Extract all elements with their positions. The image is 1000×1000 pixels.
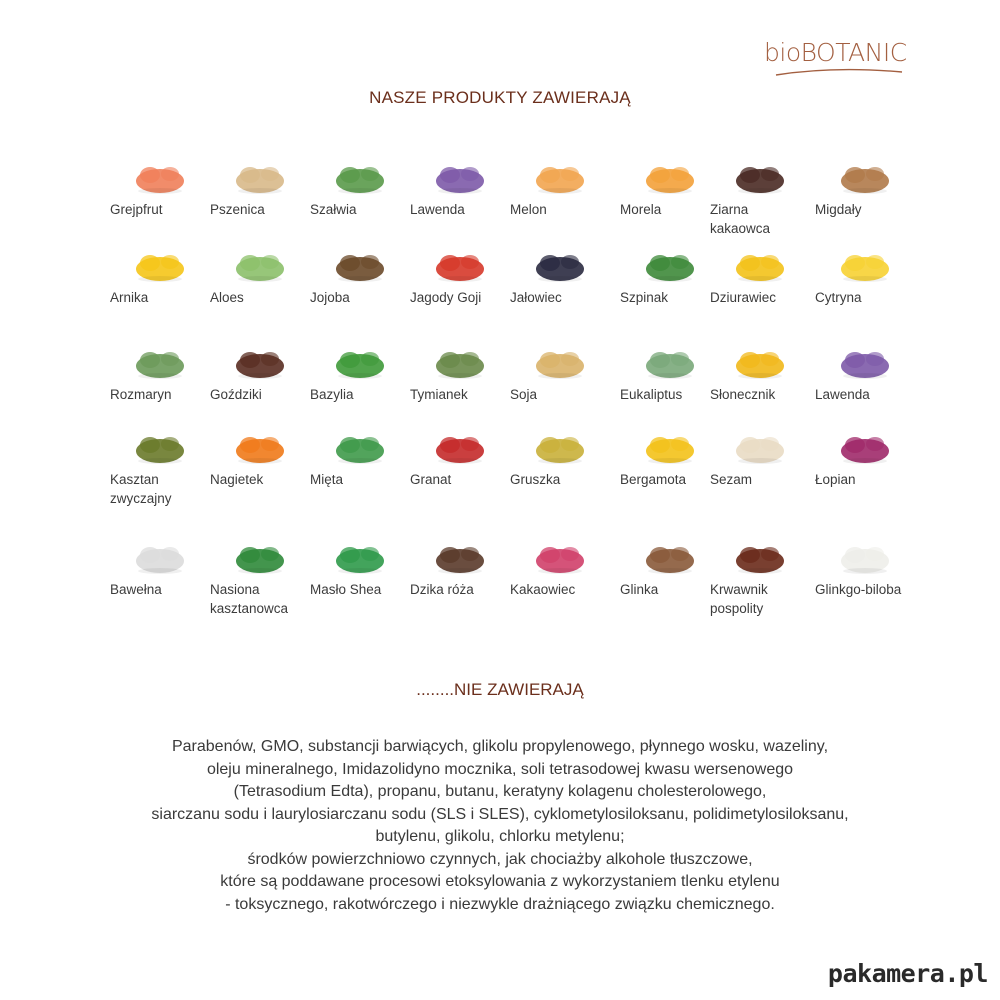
excludes-line: oleju mineralnego, Imidazolidyno mocznika, soli tetrasodowej kwasu wersenowego	[206, 760, 794, 778]
ingredient-item	[210, 420, 310, 510]
ingredient-item	[620, 238, 720, 328]
eucalyptus-icon	[620, 335, 720, 387]
ingredient-item	[710, 420, 810, 510]
ingredient-item	[510, 530, 610, 620]
ingredient-label: Dzika róża	[410, 582, 474, 597]
almond-icon	[815, 150, 915, 202]
wheat-icon	[210, 150, 310, 202]
excludes-line: - toksycznego, rakotwórczego i niezwykle drażniącego związku chemicznego.	[225, 895, 775, 913]
ingredient-label: Bazylia	[310, 387, 354, 402]
ingredient-label: Tymianek	[410, 387, 468, 402]
ingredient-item	[510, 335, 610, 425]
ingredient-label: Glinka	[620, 582, 659, 597]
ingredient-item	[110, 238, 210, 328]
shea-butter-icon	[310, 530, 410, 582]
thyme-icon	[410, 335, 510, 387]
ingredient-item	[410, 335, 510, 425]
ingredient-item	[620, 335, 720, 425]
ingredient-label: Soja	[510, 387, 538, 402]
excludes-line: (Tetrasodium Edta), propanu, butanu, keratyny kolagenu cholesterolowego,	[233, 783, 767, 800]
ingredient-item	[620, 150, 720, 240]
ingredient-label: Dziurawiec	[710, 290, 777, 305]
ingredient-label: Sezam	[710, 472, 753, 487]
contains-title: NASZE PRODUKTY ZAWIERAJĄ	[369, 88, 631, 107]
ingredient-item	[110, 150, 210, 240]
ingredient-item	[110, 335, 210, 425]
goji-icon	[410, 238, 510, 290]
pomegranate-icon	[410, 420, 510, 472]
cocoa-bean-icon	[710, 150, 810, 202]
watermark: pakamera.pl	[827, 959, 988, 988]
ingredient-label: Szałwia	[310, 202, 357, 217]
clove-icon	[210, 335, 310, 387]
excludes-line: które są poddawane procesowi etoksylowania z wykorzystaniem tlenku etylenu	[220, 873, 780, 890]
ingredient-item	[710, 150, 810, 240]
lavender-icon	[815, 335, 915, 387]
ingredient-item	[710, 335, 810, 425]
ingredient-label: Ziarna kakaowca	[710, 202, 771, 236]
ingredient-label: Aloes	[210, 290, 244, 305]
ingredient-label: Goździki	[210, 387, 262, 402]
ingredient-label: Jojoba	[310, 290, 350, 305]
ingredient-label: Krwawnik pospolity	[710, 582, 768, 616]
ingredient-item	[110, 530, 210, 620]
ingredient-label: Cytryna	[815, 290, 862, 305]
ingredient-label: Eukaliptus	[620, 387, 683, 402]
ingredient-item	[310, 238, 410, 328]
ingredient-item	[620, 420, 720, 510]
horse-chestnut-icon	[710, 530, 810, 582]
ingredient-label: Jagody Goji	[410, 290, 482, 305]
ingredient-item	[815, 238, 915, 328]
ingredient-label: Pszenica	[210, 202, 265, 217]
ingredient-label: Melon	[510, 202, 547, 217]
ingredient-item	[310, 420, 410, 510]
excludes-text	[60, 736, 940, 916]
excludes-line: Parabenów, GMO, substancji barwiących, glikolu propylenowego, płynnego wosku, wazeliny,	[171, 738, 829, 755]
ingredient-label: Grejpfrut	[110, 202, 163, 217]
ingredient-label: Migdały	[815, 202, 862, 217]
cotton-icon	[110, 530, 210, 582]
ingredient-item	[210, 150, 310, 240]
ingredient-label: Kakaowiec	[510, 582, 576, 597]
ingredient-item	[210, 335, 310, 425]
ingredient-item	[815, 530, 915, 620]
ingredient-item	[310, 150, 410, 240]
clay-icon	[620, 530, 720, 582]
soy-icon	[510, 335, 610, 387]
pear-icon	[510, 420, 610, 472]
ingredient-label: Glinkgo-biloba	[815, 582, 902, 597]
brand-name: bioBOTANIC	[764, 38, 907, 67]
ingredient-item	[620, 530, 720, 620]
leaves-icon	[210, 530, 310, 582]
arnica-icon	[110, 238, 210, 290]
ingredient-label: Szpinak	[620, 290, 669, 305]
ingredient-item	[710, 238, 810, 328]
rosemary-icon	[110, 335, 210, 387]
ingredient-item	[510, 420, 610, 510]
lavender-icon	[410, 150, 510, 202]
burdock-icon	[815, 420, 915, 472]
ingredient-item	[710, 530, 810, 620]
ingredient-label: Arnika	[110, 290, 149, 305]
basil-icon	[310, 335, 410, 387]
grapefruit-icon	[110, 150, 210, 202]
excludes-line: siarczanu sodu i laurylosiarczanu sodu (SLS i SLES), cyklometylosiloksanu, polidimetylosiloksanu,	[151, 805, 849, 823]
ingredient-label: Kasztan zwyczajny	[110, 472, 172, 506]
calendula-icon	[210, 420, 310, 472]
ingredient-label: Łopian	[815, 472, 856, 487]
ingredient-item	[110, 420, 210, 510]
ingredient-label: Lawenda	[410, 202, 465, 217]
ingredient-item	[815, 150, 915, 240]
ingredient-label: Jałowiec	[510, 290, 562, 305]
ingredient-label: Bergamota	[620, 472, 687, 487]
juniper-icon	[510, 238, 610, 290]
bergamot-icon	[620, 420, 720, 472]
ingredient-label: Lawenda	[815, 387, 870, 402]
excludes-title: ........NIE ZAWIERAJĄ	[416, 680, 584, 699]
spinach-icon	[620, 238, 720, 290]
ingredient-label: Mięta	[310, 472, 344, 487]
ingredient-label: Gruszka	[510, 472, 561, 487]
jojoba-icon	[310, 238, 410, 290]
aloe-icon	[210, 238, 310, 290]
excludes-line: butylenu, glikolu, chlorku metylenu;	[375, 828, 625, 845]
lemon-icon	[815, 238, 915, 290]
ingredient-label: Morela	[620, 202, 662, 217]
ingredient-item	[310, 335, 410, 425]
rose-berries-icon	[510, 530, 610, 582]
st-johns-wort-icon	[710, 238, 810, 290]
ingredient-item	[510, 238, 610, 328]
sage-icon	[310, 150, 410, 202]
ingredient-item	[410, 420, 510, 510]
sesame-icon	[710, 420, 810, 472]
sunflower-icon	[710, 335, 810, 387]
brand-logo	[764, 38, 907, 84]
ingredient-label: Nasiona kasztanowca	[210, 582, 289, 616]
ingredient-item	[815, 335, 915, 425]
ingredient-item	[410, 150, 510, 240]
ingredient-label: Bawełna	[110, 582, 162, 597]
ingredient-label: Rozmaryn	[110, 387, 172, 402]
apricot-icon	[620, 150, 720, 202]
clay-bowl-icon	[815, 530, 915, 582]
rosehip-icon	[410, 530, 510, 582]
mint-icon	[310, 420, 410, 472]
ingredient-item	[210, 530, 310, 620]
ingredient-item	[510, 150, 610, 240]
swoosh-icon	[774, 66, 904, 78]
chestnut-icon	[110, 420, 210, 472]
excludes-line: środków powierzchniowo czynnych, jak chociażby alkohole tłuszczowe,	[247, 850, 753, 868]
ingredient-item	[310, 530, 410, 620]
ingredient-label: Nagietek	[210, 472, 264, 487]
ingredient-item	[815, 420, 915, 510]
ingredient-item	[410, 238, 510, 328]
ingredient-label: Granat	[410, 472, 452, 487]
ingredient-label: Słonecznik	[710, 387, 776, 402]
ingredient-item	[210, 238, 310, 328]
ingredients-grid	[110, 150, 910, 620]
ingredient-label: Masło Shea	[310, 582, 382, 597]
melon-icon	[510, 150, 610, 202]
ingredient-item	[410, 530, 510, 620]
